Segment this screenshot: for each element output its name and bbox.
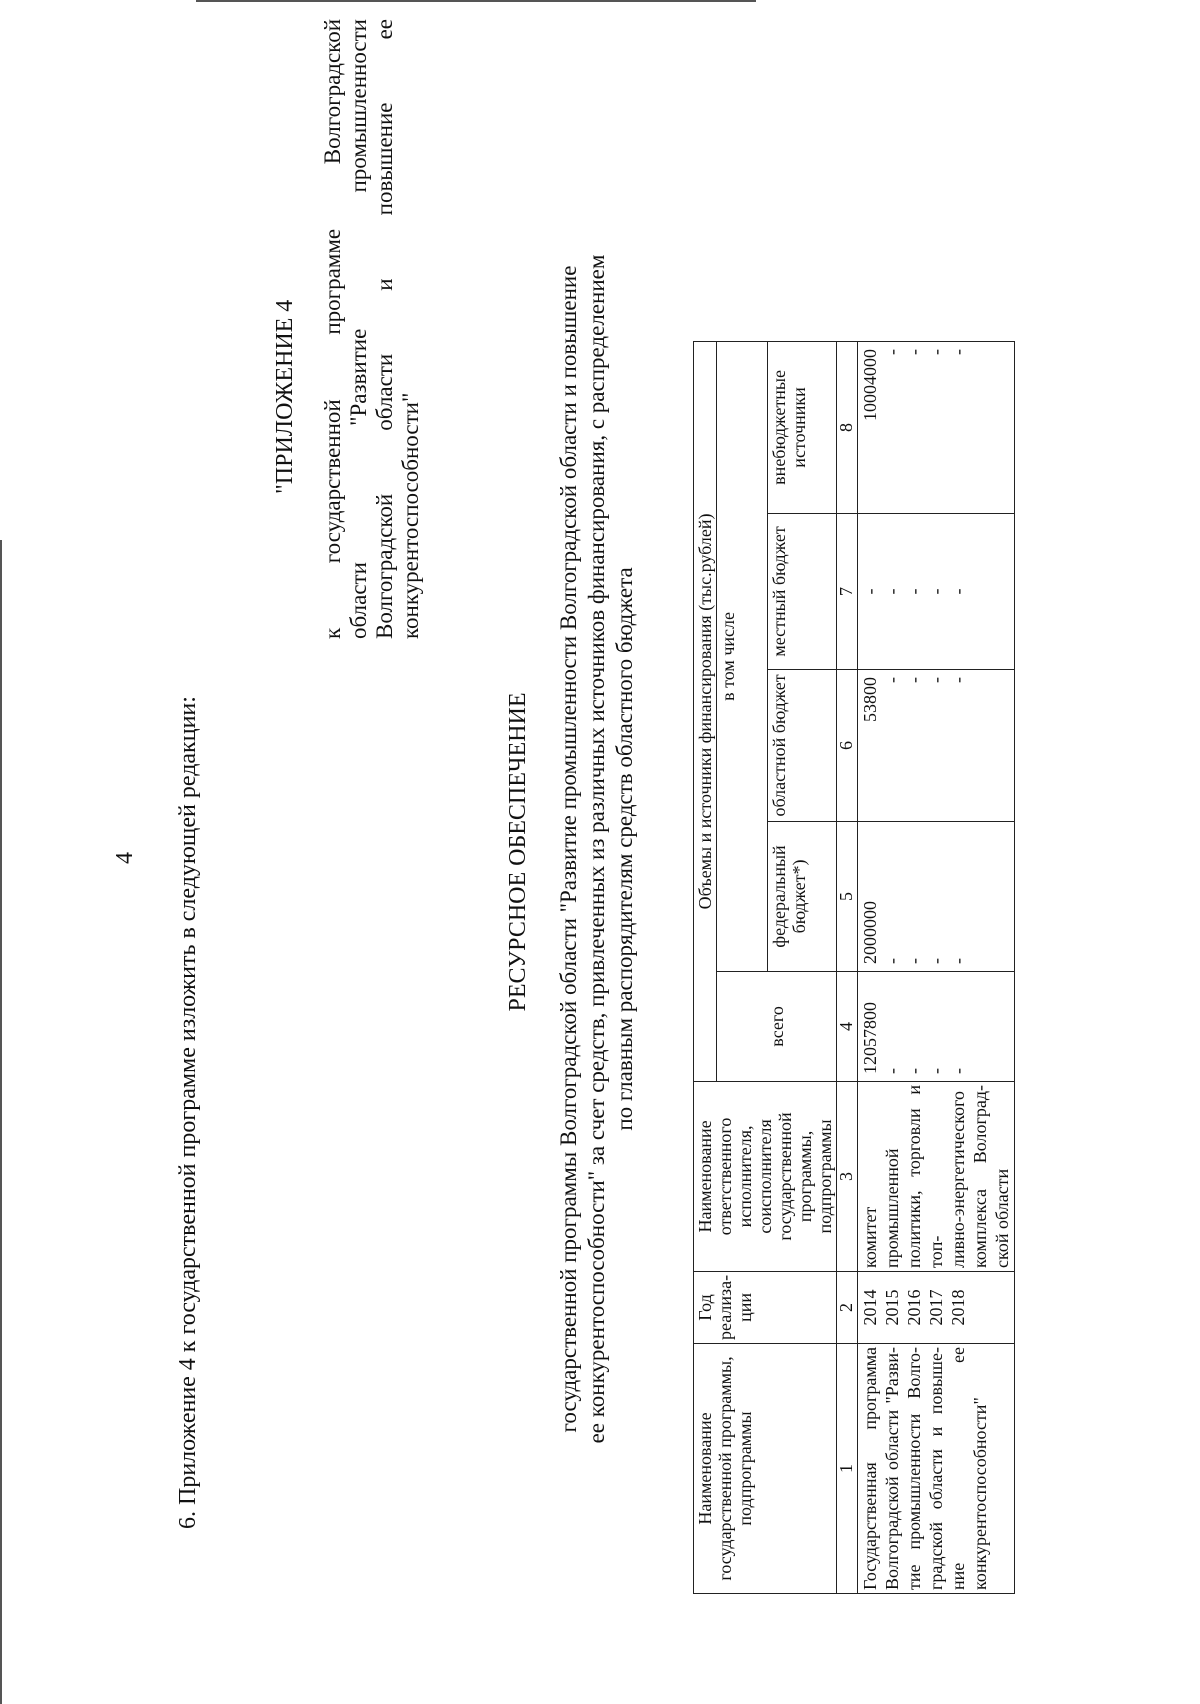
header-year: Год реализа- ции — [694, 1271, 837, 1343]
appendix-line: области "Развитие промышленности — [346, 19, 371, 639]
extra-value: - — [926, 348, 946, 355]
executor-cell — [858, 1081, 1015, 1271]
description-line: ее конкурентоспособности" за счет средств, привлеченных из различных источников финансирования, с распределением — [584, 254, 609, 1444]
federal-value: - — [904, 957, 924, 964]
program-name-line: ние ее конкурентоспособности" — [948, 1347, 990, 1590]
year-value: 2014 — [860, 1289, 880, 1326]
local-value: - — [948, 588, 968, 595]
header-executor: Наименование ответственного исполнителя, соисполнителя государственной программы, подпрограммы — [694, 1081, 837, 1271]
page-number: 4 — [112, 852, 138, 864]
appendix-reference — [320, 19, 424, 639]
extra-value: - — [948, 348, 968, 355]
column-number: 7 — [837, 513, 858, 669]
executor-line: ской области — [992, 1168, 1012, 1268]
total-value: - — [882, 1067, 902, 1074]
document-title: РЕСУРСНОЕ ОБЕСПЕЧЕНИЕ — [505, 692, 531, 1012]
column-number: 5 — [837, 821, 858, 971]
executor-line: политики, торговли и топ- — [904, 1084, 946, 1268]
table-row — [858, 341, 1015, 1593]
appendix-line: Волгоградской области и повышение ее — [372, 19, 397, 639]
total-value: - — [948, 1067, 968, 1074]
total-cell — [858, 971, 1015, 1081]
header-local: местный бюджет — [768, 513, 837, 669]
header-regional: областной бюджет — [768, 669, 837, 821]
header-row — [694, 341, 717, 1593]
document-description — [555, 114, 639, 1584]
appendix-title: "ПРИЛОЖЕНИЕ 4 — [272, 299, 298, 494]
local-value: - — [860, 588, 880, 595]
appendix-line: к государственной программе Волгоградской — [320, 19, 345, 639]
program-name-cell — [858, 1344, 1015, 1594]
column-number: 8 — [837, 341, 858, 513]
regional-value: 53800 — [860, 676, 880, 722]
local-value: - — [904, 588, 924, 595]
regional-value: - — [948, 676, 968, 683]
federal-value: 2000000 — [860, 900, 880, 964]
description-line: государственной программы Волгоградской области "Развитие промышленности Волгоградской области и повышение — [556, 265, 581, 1433]
intro-paragraph: 6. Приложение 4 к государственной программе изложить в следующей редакции: — [175, 696, 201, 1529]
appendix-line: конкурентоспособности" — [398, 392, 423, 639]
header-total: всего — [717, 971, 837, 1081]
federal-value: - — [882, 957, 902, 964]
column-number: 4 — [837, 971, 858, 1081]
program-name-line: Волгоградской области "Разви- — [882, 1347, 902, 1590]
extra-value: - — [904, 348, 924, 355]
federal-cell — [858, 821, 1015, 971]
local-value: - — [882, 588, 902, 595]
description-line: по главным распорядителям средств областного бюджета — [612, 567, 637, 1131]
executor-line: ливно-энергетического — [948, 1090, 968, 1268]
total-value: 12057800 — [860, 1001, 880, 1074]
regional-value: - — [904, 676, 924, 683]
column-number: 2 — [837, 1271, 858, 1343]
total-value: - — [904, 1067, 924, 1074]
extra-value: - — [882, 348, 902, 355]
resource-table — [693, 341, 1015, 1594]
program-name-line: тие промышленности Волго- — [904, 1347, 924, 1590]
year-value: 2016 — [904, 1289, 924, 1326]
header-program-name: Наименование государственной программы, подпрограммы — [694, 1344, 837, 1594]
total-value: - — [926, 1067, 946, 1074]
years-cell — [858, 1271, 1015, 1343]
header-extra: внебюджетные источники — [768, 341, 837, 513]
regional-cell — [858, 669, 1015, 821]
local-value: - — [926, 588, 946, 595]
federal-value: - — [948, 957, 968, 964]
extra-cell — [858, 341, 1015, 513]
column-number-row — [837, 341, 858, 1593]
column-number: 3 — [837, 1081, 858, 1271]
year-value: 2018 — [948, 1289, 968, 1326]
executor-line: комплекса Волоград- — [970, 1084, 990, 1268]
column-number: 1 — [837, 1344, 858, 1594]
program-name-line: градской области и повыше- — [926, 1347, 946, 1590]
program-name-line: Государственная программа — [860, 1347, 880, 1590]
regional-value: - — [926, 676, 946, 683]
local-cell — [858, 513, 1015, 669]
executor-line: комитет промышленной — [860, 1148, 902, 1268]
year-value: 2015 — [882, 1289, 902, 1326]
year-value: 2017 — [926, 1289, 946, 1326]
column-number: 6 — [837, 669, 858, 821]
federal-value: - — [926, 957, 946, 964]
extra-value: 10004000 — [860, 348, 880, 421]
header-volumes: Объемы и источники финансирования (тыс.рублей) — [694, 341, 717, 1081]
header-including: в том числе — [717, 341, 768, 971]
header-federal: федеральный бюджет*) — [768, 821, 837, 971]
regional-value: - — [882, 676, 902, 683]
